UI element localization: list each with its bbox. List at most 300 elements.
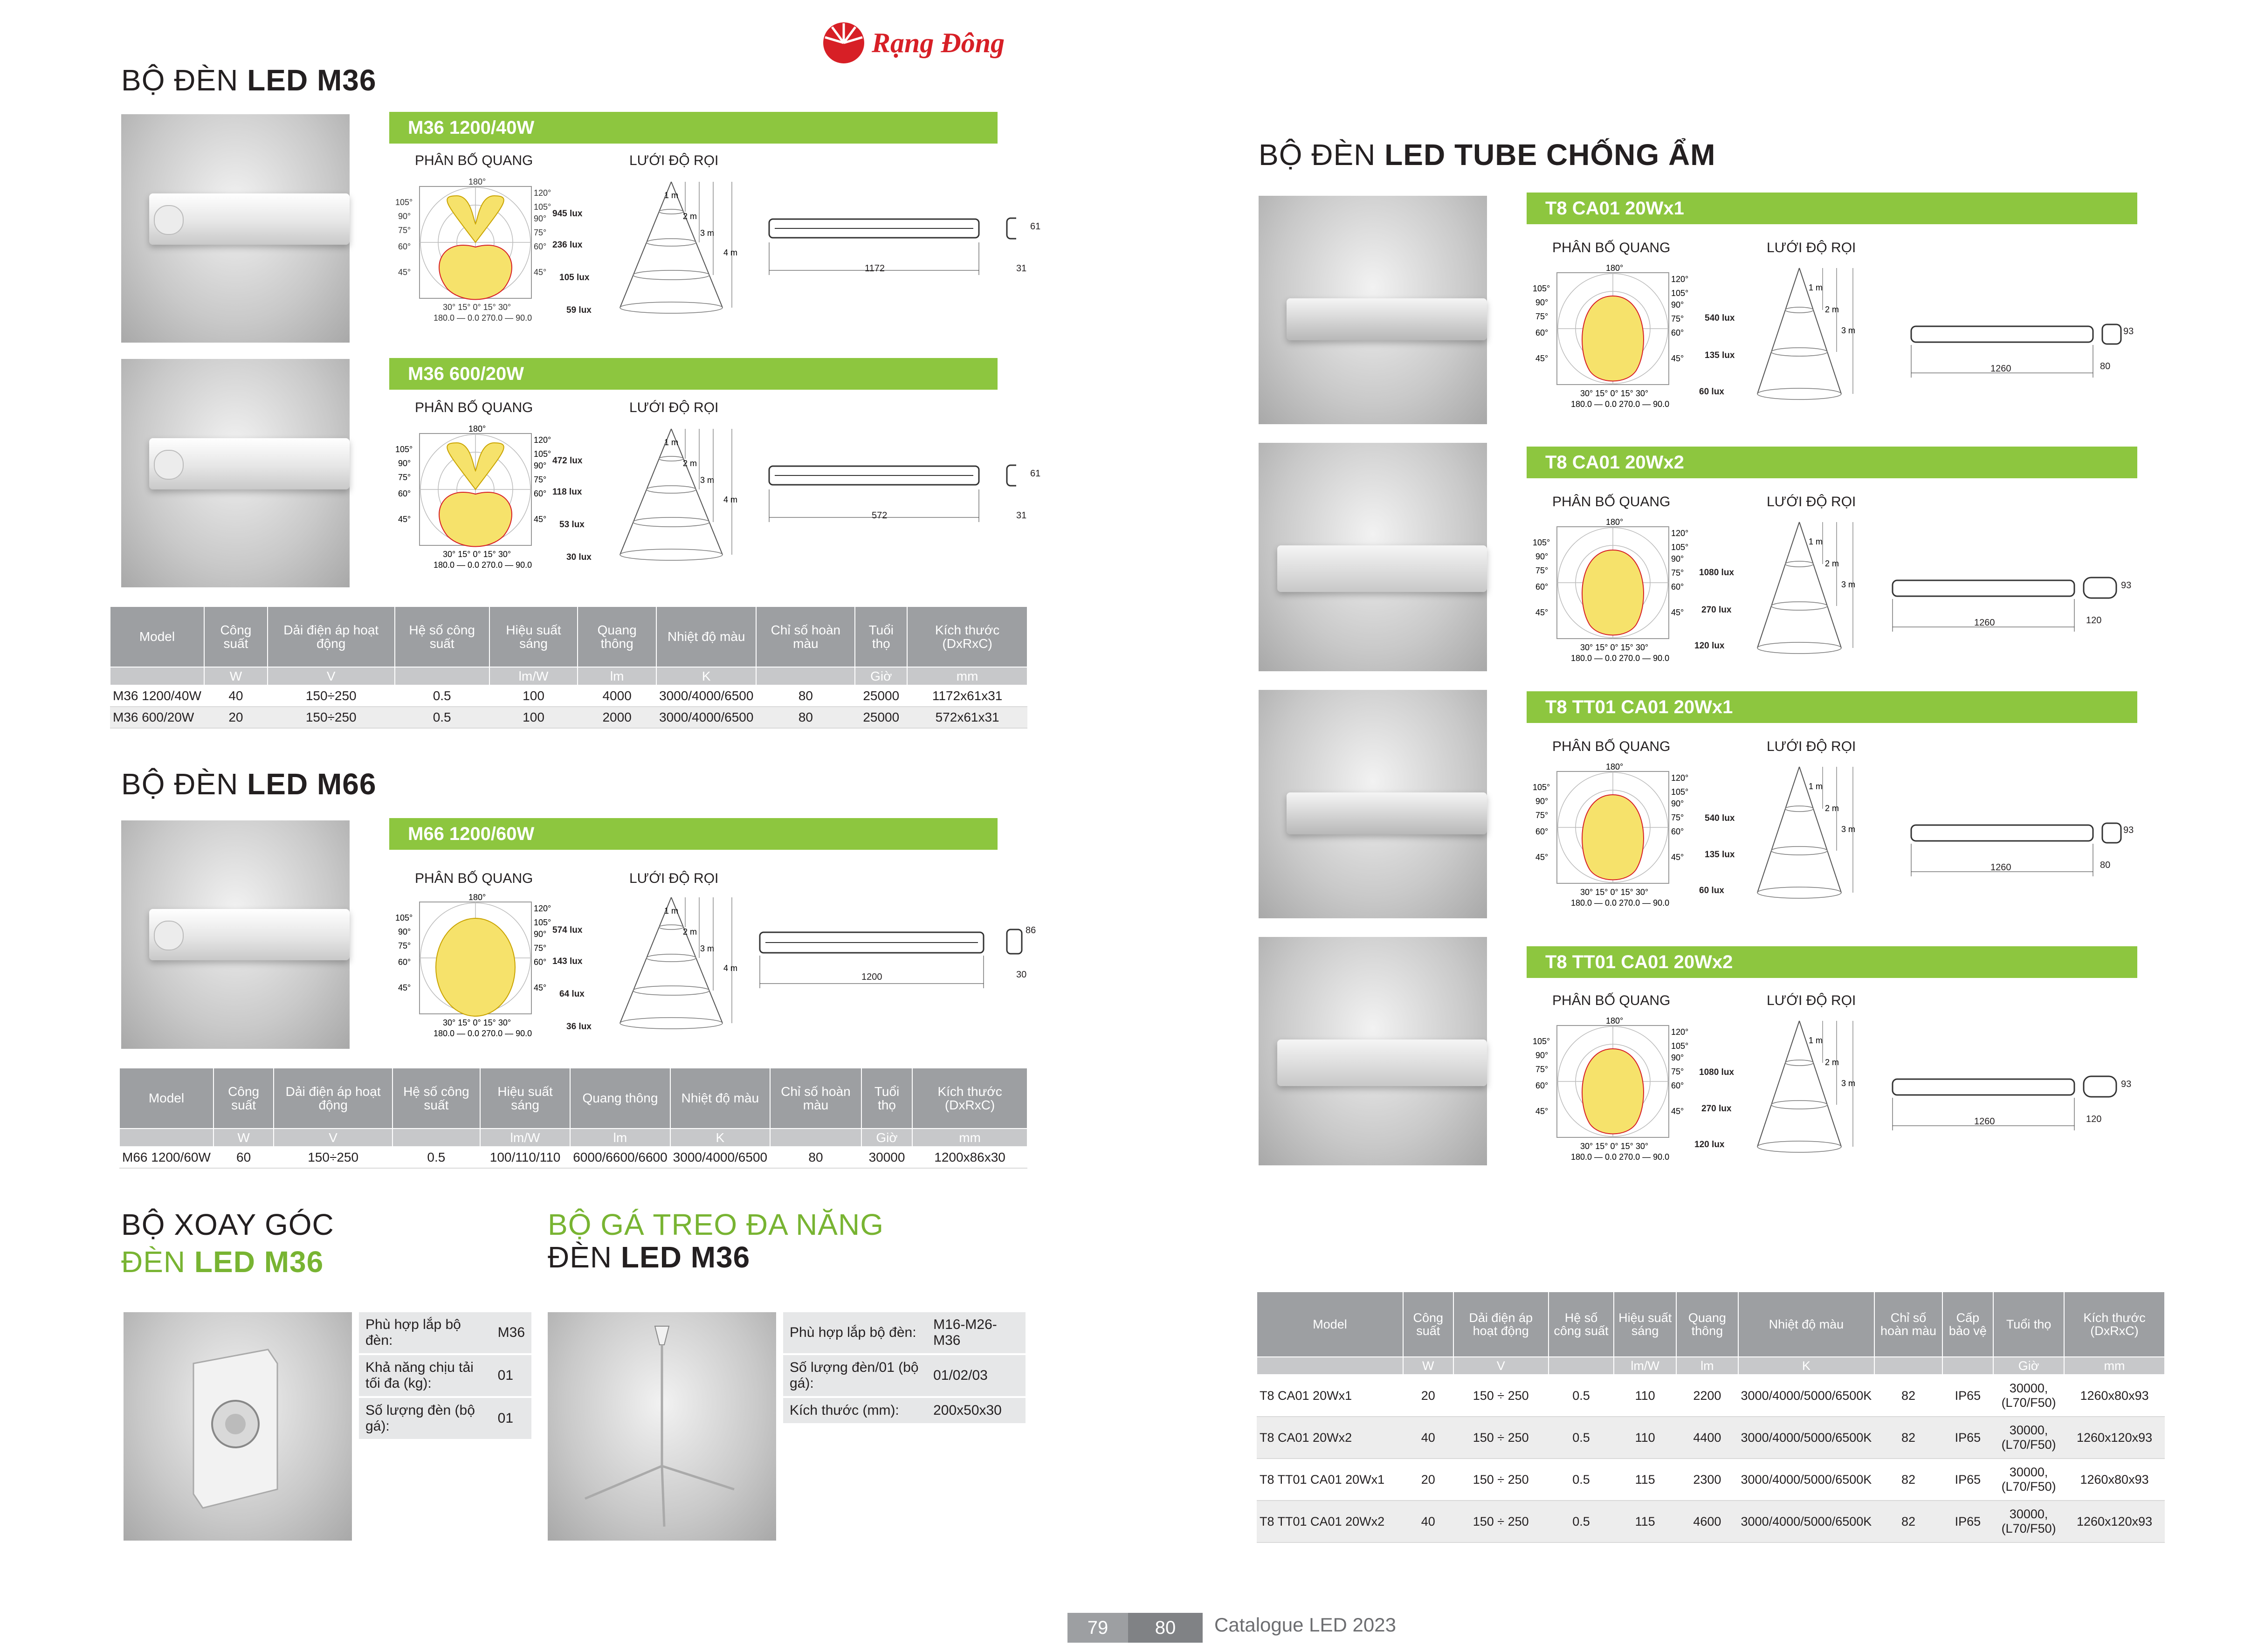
svg-text:2 m: 2 m: [683, 212, 697, 221]
unit: [1874, 1357, 1942, 1375]
cell: 115: [1614, 1501, 1676, 1542]
m66-cone-diagram: [592, 893, 750, 1032]
cell: 3000/4000/6500: [656, 685, 756, 707]
svg-text:180°: 180°: [1606, 1016, 1624, 1026]
svg-text:60°: 60°: [1671, 328, 1684, 337]
svg-text:2 m: 2 m: [1825, 1058, 1839, 1067]
cell: IP65: [1942, 1375, 1993, 1417]
tube-1-polar-diagram: [1529, 263, 1706, 417]
th-efficacy: Hiệu suất sáng: [1614, 1292, 1676, 1357]
cell: 30000,(L70/F50): [1993, 1375, 2064, 1417]
svg-text:3 m: 3 m: [700, 944, 715, 953]
m66-cone-label: LƯỚI ĐỘ RỌI: [629, 871, 719, 886]
tube-4-photo: [1259, 937, 1487, 1165]
unit: [392, 1129, 480, 1147]
svg-text:180°: 180°: [1606, 263, 1624, 273]
svg-text:60°: 60°: [1535, 328, 1549, 337]
m36-1200-cone-diagram: [592, 177, 750, 317]
svg-text:45°: 45°: [398, 983, 411, 992]
svg-text:3 m: 3 m: [700, 475, 715, 485]
th-flux: Quang thông: [578, 606, 656, 667]
tube-3-length: 1260: [1990, 862, 2011, 873]
hanger-tripod-icon: [548, 1312, 776, 1541]
th-cct: Nhiệt độ màu: [670, 1068, 770, 1129]
svg-text:75°: 75°: [1535, 566, 1549, 575]
svg-text:105°: 105°: [1533, 783, 1550, 792]
svg-text:105°: 105°: [1533, 538, 1550, 547]
svg-text:45°: 45°: [534, 268, 547, 277]
svg-text:90°: 90°: [1535, 1051, 1549, 1060]
unit: [756, 667, 855, 685]
svg-text:180.0 — 0.0 270.0 — 90.0: 180.0 — 0.0 270.0 — 90.0: [434, 1029, 532, 1038]
svg-text:180°: 180°: [468, 893, 486, 902]
m66-lux-2: 143 lux: [552, 957, 583, 966]
m66-spec-table: [119, 1067, 1028, 1169]
table-row: [110, 707, 1027, 728]
tube-4-dimension-drawing: [1888, 1070, 2130, 1144]
m66-polar-label: PHÂN BỐ QUANG: [415, 871, 533, 886]
svg-text:75°: 75°: [1671, 1067, 1684, 1076]
svg-text:75°: 75°: [1671, 813, 1684, 822]
cell: 0.5: [395, 685, 489, 707]
page-number-right: 80: [1128, 1613, 1203, 1643]
unit: [395, 667, 489, 685]
svg-text:45°: 45°: [1535, 354, 1549, 363]
cell: T8 TT01 CA01 20Wx1: [1257, 1459, 1403, 1501]
svg-text:120°: 120°: [534, 904, 551, 913]
tube-3-width: 80: [2100, 860, 2111, 870]
tube-4-lux-1: 1080 lux: [1699, 1067, 1734, 1077]
cell: 100: [489, 707, 578, 728]
svg-text:60°: 60°: [1535, 827, 1549, 836]
m36-1200-polar-label: PHÂN BỐ QUANG: [415, 153, 533, 168]
cell: 30000: [861, 1147, 912, 1168]
svg-text:90°: 90°: [534, 929, 547, 939]
svg-text:90°: 90°: [398, 212, 411, 221]
unit: [770, 1129, 861, 1147]
m36-title: BỘ ĐÈN LED M36: [121, 63, 377, 97]
svg-text:90°: 90°: [1671, 799, 1684, 808]
tube-1-lux-2: 135 lux: [1705, 351, 1735, 360]
tube-2-length: 1260: [1974, 618, 1995, 628]
th-cri: Chỉ số hoàn màu: [770, 1068, 861, 1129]
svg-text:105°: 105°: [534, 918, 551, 927]
svg-text:2 m: 2 m: [1825, 804, 1839, 813]
m66-dimension-drawing: [755, 918, 1026, 1002]
svg-text:2 m: 2 m: [1825, 305, 1839, 314]
cell: 80: [756, 707, 855, 728]
unit: [1257, 1357, 1403, 1375]
tube-2-cone-diagram: [1729, 517, 1869, 657]
tube-2-width: 120: [2086, 615, 2102, 626]
svg-text:45°: 45°: [1671, 1107, 1684, 1116]
cell: 3000/4000/5000/6500K: [1738, 1375, 1875, 1417]
svg-text:105°: 105°: [1671, 1041, 1689, 1051]
cell: 60: [213, 1147, 274, 1168]
m36-1200-lux-1: 945 lux: [552, 209, 583, 219]
th-life: Tuổi thọ: [1993, 1292, 2064, 1357]
svg-text:3 m: 3 m: [1841, 580, 1856, 589]
svg-text:60°: 60°: [534, 242, 547, 251]
svg-text:90°: 90°: [1671, 300, 1684, 310]
svg-text:105°: 105°: [395, 445, 413, 454]
cell: 150÷250: [268, 707, 395, 728]
cell: Số lượng đèn (bộ gá):: [359, 1397, 491, 1440]
unit: mm: [912, 1129, 1027, 1147]
cell: 1260x120x93: [2064, 1501, 2165, 1542]
th-cri: Chỉ số hoàn màu: [756, 606, 855, 667]
svg-text:2 m: 2 m: [683, 927, 697, 936]
cell: 80: [756, 685, 855, 707]
m36-1200-cone-label: LƯỚI ĐỘ RỌI: [629, 153, 719, 168]
cell: IP65: [1942, 1459, 1993, 1501]
table-row: [359, 1397, 531, 1440]
cell: 572x61x31: [907, 707, 1027, 728]
unit: Giờ: [861, 1129, 912, 1147]
table-row: [1257, 1459, 2165, 1501]
cell: 110: [1614, 1375, 1676, 1417]
m36-600-polar-label: PHÂN BỐ QUANG: [415, 400, 533, 415]
tube-3-lux-2: 135 lux: [1705, 850, 1735, 860]
svg-text:90°: 90°: [1535, 298, 1549, 307]
svg-text:75°: 75°: [534, 943, 547, 953]
svg-text:60°: 60°: [1535, 582, 1549, 592]
table-row: [359, 1312, 531, 1354]
th-model: Model: [1257, 1292, 1403, 1357]
tube-3-cone-label: LƯỚI ĐỘ RỌI: [1767, 739, 1856, 754]
swivel-title: BỘ XOAY GÓC: [121, 1208, 334, 1241]
th-power: Công suất: [213, 1068, 274, 1129]
unit: [119, 1129, 213, 1147]
th-efficacy: Hiệu suất sáng: [489, 606, 578, 667]
svg-text:120°: 120°: [534, 188, 551, 198]
svg-text:75°: 75°: [1671, 568, 1684, 578]
cell: 0.5: [1549, 1501, 1614, 1542]
svg-text:3 m: 3 m: [1841, 825, 1856, 834]
unit: mm: [2064, 1357, 2165, 1375]
tube-1-length: 1260: [1990, 364, 2011, 374]
svg-text:90°: 90°: [1671, 554, 1684, 564]
m36-1200-width: 31: [1016, 263, 1027, 274]
tube-1-polar-label: PHÂN BỐ QUANG: [1552, 240, 1671, 255]
table-row: [783, 1354, 1026, 1397]
m66-title: BỘ ĐÈN LED M66: [121, 767, 377, 801]
m66-polar-diagram: [392, 893, 569, 1046]
hanger-spec-table: [783, 1312, 1026, 1425]
tube-1-height: 93: [2123, 326, 2134, 337]
cell: 25000: [855, 685, 907, 707]
svg-text:120°: 120°: [534, 435, 551, 445]
svg-text:105°: 105°: [1671, 289, 1689, 298]
th-flux: Quang thông: [1676, 1292, 1738, 1357]
hanger-subtitle: ĐÈN LED M36: [548, 1240, 750, 1274]
m66-lux-1: 574 lux: [552, 925, 583, 935]
cell: 01/02/03: [927, 1354, 1026, 1397]
cell: T8 TT01 CA01 20Wx2: [1257, 1501, 1403, 1542]
th-life: Tuổi thọ: [855, 606, 907, 667]
table-row: [1257, 1375, 2165, 1417]
svg-text:45°: 45°: [534, 983, 547, 992]
m36-600-dimension-drawing: [764, 452, 1016, 536]
tube-4-model-bar: T8 TT01 CA01 20Wx2: [1527, 946, 2137, 978]
svg-text:180°: 180°: [468, 424, 486, 434]
tube-1-photo: [1259, 196, 1487, 424]
svg-text:180.0 — 0.0 270.0 — 90.0: 180.0 — 0.0 270.0 — 90.0: [1571, 654, 1670, 663]
svg-text:1 m: 1 m: [664, 191, 679, 200]
tube-1-cone-diagram: [1729, 263, 1869, 403]
cell: Phù hợp lắp bộ đèn:: [359, 1312, 491, 1354]
cell: 2000: [578, 707, 656, 728]
m36-1200-length: 1172: [865, 263, 885, 274]
cell: 82: [1874, 1459, 1942, 1501]
cell: 150 ÷ 250: [1453, 1459, 1549, 1501]
svg-text:45°: 45°: [1535, 853, 1549, 862]
m66-photo: [121, 820, 350, 1049]
tube-1-lux-1: 540 lux: [1705, 313, 1735, 323]
cell: 40: [1403, 1501, 1453, 1542]
cell: 3000/4000/5000/6500K: [1738, 1459, 1875, 1501]
brand-logo: [816, 19, 1021, 70]
svg-text:60°: 60°: [398, 957, 411, 967]
unit: lm/W: [1614, 1357, 1676, 1375]
table-row: [783, 1312, 1026, 1354]
cell: 150 ÷ 250: [1453, 1417, 1549, 1459]
cell: 3000/4000/5000/6500K: [1738, 1501, 1875, 1542]
svg-text:180.0 — 0.0 270.0 — 90.0: 180.0 — 0.0 270.0 — 90.0: [434, 313, 532, 323]
svg-text:45°: 45°: [1535, 1107, 1549, 1116]
m36-600-cone-label: LƯỚI ĐỘ RỌI: [629, 400, 719, 415]
catalogue-label: Catalogue LED 2023: [1214, 1614, 1396, 1636]
unit: V: [274, 1129, 392, 1147]
cell: 110: [1614, 1417, 1676, 1459]
svg-text:30° 15° 0° 15° 30°: 30° 15° 0° 15° 30°: [1580, 643, 1649, 652]
th-power: Công suất: [204, 606, 268, 667]
svg-text:45°: 45°: [398, 268, 411, 277]
svg-text:60°: 60°: [1671, 1081, 1684, 1090]
cell: M36 600/20W: [110, 707, 204, 728]
svg-text:45°: 45°: [1671, 853, 1684, 862]
svg-text:90°: 90°: [398, 459, 411, 468]
tube-4-lux-3: 120 lux: [1694, 1140, 1725, 1150]
swivel-photo: [124, 1312, 352, 1541]
th-size: Kích thước (DxRxC): [907, 606, 1027, 667]
th-pf: Hệ số công suất: [1549, 1292, 1614, 1357]
th-voltage: Dải điện áp hoạt động: [274, 1068, 392, 1129]
table-row: [359, 1354, 531, 1397]
svg-text:Rạng Đông: Rạng Đông: [872, 28, 1005, 58]
svg-text:90°: 90°: [1535, 552, 1549, 561]
unit: K: [656, 667, 756, 685]
unit: W: [213, 1129, 274, 1147]
svg-text:45°: 45°: [398, 515, 411, 524]
tube-2-photo: [1259, 443, 1487, 671]
cell: M36: [491, 1312, 531, 1354]
th-size: Kích thước (DxRxC): [2064, 1292, 2165, 1357]
unit: Giờ: [1993, 1357, 2064, 1375]
svg-text:4 m: 4 m: [723, 495, 738, 504]
m36-1200-lux-3: 105 lux: [559, 273, 590, 282]
svg-text:180.0 — 0.0 270.0 — 90.0: 180.0 — 0.0 270.0 — 90.0: [1571, 399, 1670, 409]
svg-text:60°: 60°: [534, 489, 547, 498]
tube-3-lux-3: 60 lux: [1699, 886, 1724, 895]
m66-model-bar: M66 1200/60W: [389, 818, 998, 850]
th-cct: Nhiệt độ màu: [656, 606, 756, 667]
m36-600-model-bar: M36 600/20W: [389, 358, 998, 390]
cell: T8 CA01 20Wx2: [1257, 1417, 1403, 1459]
svg-text:75°: 75°: [534, 475, 547, 484]
unit: lm/W: [489, 667, 578, 685]
th-pf: Hệ số công suất: [392, 1068, 480, 1129]
svg-text:105°: 105°: [534, 449, 551, 459]
unit: lm/W: [480, 1129, 570, 1147]
m36-1200-photo: [121, 114, 350, 343]
hanger-photo: [548, 1312, 776, 1541]
cell: Số lượng đèn/01 (bộ gá):: [783, 1354, 927, 1397]
m36-600-polar-diagram: [392, 424, 569, 578]
tube-2-lux-2: 270 lux: [1701, 605, 1732, 615]
cell: 0.5: [1549, 1459, 1614, 1501]
cell: 150÷250: [268, 685, 395, 707]
cell: 3000/4000/5000/6500K: [1738, 1417, 1875, 1459]
m66-width: 30: [1016, 970, 1027, 980]
svg-text:1 m: 1 m: [1809, 537, 1823, 546]
cell: 115: [1614, 1459, 1676, 1501]
tube-2-polar-label: PHÂN BỐ QUANG: [1552, 494, 1671, 509]
unit: lm: [1676, 1357, 1738, 1375]
svg-text:30° 15° 0° 15° 30°: 30° 15° 0° 15° 30°: [443, 1018, 511, 1027]
th-cct: Nhiệt độ màu: [1738, 1292, 1875, 1357]
tube-1-cone-label: LƯỚI ĐỘ RỌI: [1767, 240, 1856, 255]
svg-text:180°: 180°: [1606, 517, 1624, 527]
cell: M36 1200/40W: [110, 685, 204, 707]
cell: 4400: [1676, 1417, 1738, 1459]
th-model: Model: [110, 606, 204, 667]
tube-4-length: 1260: [1974, 1116, 1995, 1127]
cell: 1260x80x93: [2064, 1459, 2165, 1501]
svg-text:105°: 105°: [395, 198, 413, 207]
table-row: [110, 685, 1027, 707]
cell: 40: [1403, 1417, 1453, 1459]
svg-text:1 m: 1 m: [1809, 1036, 1823, 1045]
tube-1-lux-3: 60 lux: [1699, 387, 1724, 397]
cell: 6000/6600/6600: [570, 1147, 670, 1168]
m36-600-lux-4: 30 lux: [566, 552, 592, 562]
svg-text:60°: 60°: [398, 489, 411, 498]
cell: IP65: [1942, 1501, 1993, 1542]
svg-text:4 m: 4 m: [723, 964, 738, 973]
tube-2-cone-label: LƯỚI ĐỘ RỌI: [1767, 494, 1856, 509]
m36-1200-lux-2: 236 lux: [552, 240, 583, 250]
svg-text:90°: 90°: [534, 461, 547, 470]
svg-text:105°: 105°: [1533, 284, 1550, 293]
tube-3-dimension-drawing: [1907, 816, 2130, 890]
cell: 2300: [1676, 1459, 1738, 1501]
cell: 100: [489, 685, 578, 707]
m36-600-lux-2: 118 lux: [552, 487, 582, 497]
svg-text:90°: 90°: [534, 214, 547, 223]
unit: V: [268, 667, 395, 685]
tube-3-polar-label: PHÂN BỐ QUANG: [1552, 739, 1671, 754]
svg-text:120°: 120°: [1671, 275, 1689, 284]
m36-600-photo: [121, 359, 350, 587]
svg-text:105°: 105°: [395, 913, 413, 922]
tube-4-height: 93: [2121, 1079, 2132, 1089]
m36-1200-polar-diagram: [392, 177, 569, 331]
cell: 150÷250: [274, 1147, 392, 1168]
m36-600-lux-3: 53 lux: [559, 520, 585, 530]
th-power: Công suất: [1403, 1292, 1453, 1357]
th-cri: Chỉ số hoàn màu: [1874, 1292, 1942, 1357]
svg-text:90°: 90°: [1535, 797, 1549, 806]
m36-1200-model-bar: M36 1200/40W: [389, 112, 998, 144]
tube-3-polar-diagram: [1529, 762, 1706, 916]
cell: 100/110/110: [480, 1147, 570, 1168]
unit: K: [670, 1129, 770, 1147]
cell: 20: [1403, 1375, 1453, 1417]
svg-text:1 m: 1 m: [1809, 283, 1823, 292]
cell: 20: [204, 707, 268, 728]
tube-1-width: 80: [2100, 361, 2111, 372]
th-flux: Quang thông: [570, 1068, 670, 1129]
svg-text:75°: 75°: [1535, 1065, 1549, 1074]
unit: lm: [570, 1129, 670, 1147]
svg-text:120°: 120°: [1671, 529, 1689, 538]
table-row: [783, 1397, 1026, 1424]
svg-text:180.0 — 0.0 270.0 — 90.0: 180.0 — 0.0 270.0 — 90.0: [1571, 898, 1670, 908]
m66-lux-4: 36 lux: [566, 1022, 592, 1032]
unit: [110, 667, 204, 685]
svg-text:60°: 60°: [534, 957, 547, 967]
svg-text:75°: 75°: [398, 473, 411, 482]
svg-text:45°: 45°: [1535, 608, 1549, 617]
th-voltage: Dải điện áp hoạt động: [1453, 1292, 1549, 1357]
m36-600-width: 31: [1016, 510, 1027, 521]
tube-spec-table: [1256, 1291, 2165, 1543]
tube-2-lux-3: 120 lux: [1694, 641, 1725, 651]
svg-text:1 m: 1 m: [664, 438, 679, 447]
m36-600-cone-diagram: [592, 424, 750, 564]
svg-text:75°: 75°: [398, 941, 411, 950]
tube-2-dimension-drawing: [1888, 571, 2130, 646]
table-row: [1257, 1417, 2165, 1459]
svg-text:75°: 75°: [1535, 312, 1549, 321]
tube-title: BỘ ĐÈN LED TUBE CHỐNG ẨM: [1259, 138, 1716, 172]
svg-text:45°: 45°: [1671, 608, 1684, 617]
cell: 150 ÷ 250: [1453, 1501, 1549, 1542]
unit: mm: [907, 667, 1027, 685]
cell: 150 ÷ 250: [1453, 1375, 1549, 1417]
m36-1200-height: 61: [1030, 221, 1041, 232]
cell: 0.5: [395, 707, 489, 728]
svg-text:105°: 105°: [1671, 787, 1689, 797]
unit: V: [1453, 1357, 1549, 1375]
tube-4-cone-label: LƯỚI ĐỘ RỌI: [1767, 993, 1856, 1008]
cell: 82: [1874, 1375, 1942, 1417]
unit: Giờ: [855, 667, 907, 685]
cell: 200x50x30: [927, 1397, 1026, 1424]
tube-2-height: 93: [2121, 580, 2132, 591]
m36-600-lux-1: 472 lux: [552, 456, 583, 466]
svg-text:60°: 60°: [1535, 1081, 1549, 1090]
cell: 82: [1874, 1501, 1942, 1542]
svg-text:30° 15° 0° 15° 30°: 30° 15° 0° 15° 30°: [1580, 1142, 1649, 1151]
tube-4-cone-diagram: [1729, 1016, 1869, 1156]
svg-text:30° 15° 0° 15° 30°: 30° 15° 0° 15° 30°: [1580, 888, 1649, 897]
cell: 4000: [578, 685, 656, 707]
m66-height: 86: [1026, 925, 1036, 936]
m66-lux-3: 64 lux: [559, 989, 585, 999]
cell: M66 1200/60W: [119, 1147, 213, 1168]
